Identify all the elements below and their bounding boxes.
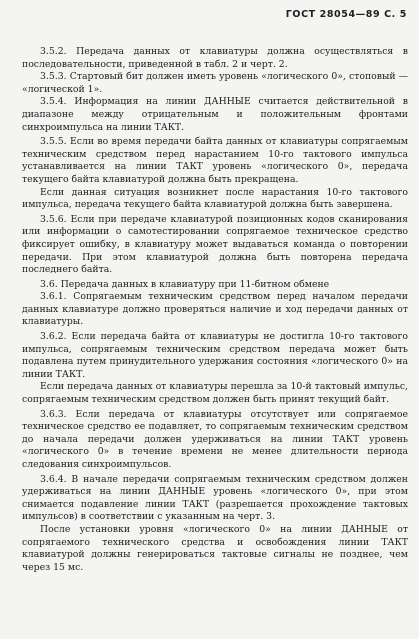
paragraph: 3.6.3. Если передача от клавиатуры отсутствует или сопрягаемое техническое средство ее подавляет, то сопрягаемым техническим средством до начала передачи должен удерживаться на линии ТАКТ уровень «логического 0» в течение времени не менее длительности периода следования синхроимпульсов.	[22, 408, 408, 470]
document-body	[22, 46, 408, 574]
paragraph: 3.5.4. Информация на линии ДАННЫЕ считается действительной в диапазоне между отрицательным и положительным фронтами синхроимпульса на линии ТАКТ.	[22, 96, 408, 133]
paragraph: 3.6.4. В начале передачи сопрягаемым техническим средством должен удерживаться на линии ДАННЫЕ уровень «логического 0», при этом снимается подавление линии ТАКТ (разрешается прохождение тактовых импульсов) в соответствии с указанным на черт. 3.	[22, 473, 408, 523]
paragraph: 3.5.6. Если при передаче клавиатурой позиционных кодов сканирования или информации о самотестировании сопрягаемое техническое средство фиксирует ошибку, в клавиатуру может выдаваться команда о повторении передачи. При этом клавиатурой должна быть повторена передача последнего байта.	[22, 213, 408, 276]
paragraph: Если передача данных от клавиатуры перешла за 10-й тактовый импульс, сопрягаемым техническим средством должен быть принят текущий байт.	[22, 381, 408, 406]
paragraph: 3.5.3. Стартовый бит должен иметь уровень «логического 0», стоповый — «логической 1».	[22, 71, 408, 95]
paragraph: После установки уровня «логического 0» на линии ДАННЫЕ от сопрягаемого технического средства и освобождения линии ТАКТ клавиатурой должны генерироваться тактовые сигналы не позднее, чем через 15 мс.	[22, 523, 408, 573]
page-header: ГОСТ 28054—89 С. 5	[285, 9, 407, 20]
paragraph: 3.5.2. Передача данных от клавиатуры должна осуществляться в последовательности, приведенной в табл. 2 и черт. 2.	[22, 46, 408, 70]
paragraph: 3.6.2. Если передача байта от клавиатуры не достигла 10-го тактового импульса, сопрягаемым техническим средством передача может быть подавлена путем принудительного удержания состояния «логического 0» на линии ТАКТ.	[22, 331, 408, 380]
paragraph: Если данная ситуация возникнет после нарастания 10-го тактового импульса, передача текущего байта клавиатурой должна быть завершена.	[22, 186, 408, 211]
section-heading: 3.6. Передача данных в клавиатуру при 11-битном обмене	[40, 278, 330, 290]
paragraph: 3.6.1. Сопрягаемым техническим средством перед началом передачи данных клавиатуре должно проверяться наличие и ход передачи данных от клавиатуры.	[22, 291, 408, 328]
paragraph: 3.5.5. Если во время передачи байта данных от клавиатуры сопрягаемым техническим средством перед нарастанием 10-го тактового импульса устанавливается на линии ТАКТ уровень «логического 0», передача текущего байта клавиатурой должна быть прекращена.	[22, 136, 408, 185]
